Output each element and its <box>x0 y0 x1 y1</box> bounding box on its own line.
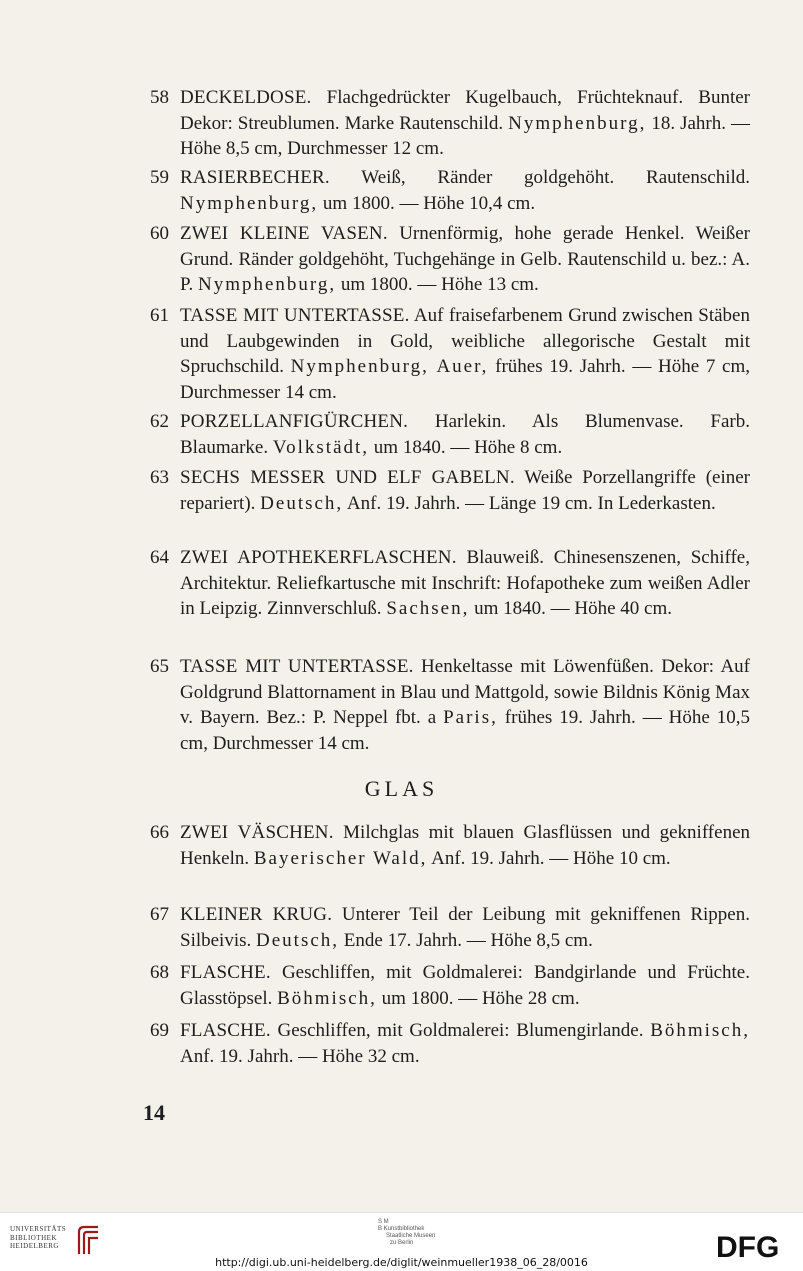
entry-title: FLASCHE. <box>180 1020 271 1041</box>
section-heading-glas: GLAS <box>364 776 439 801</box>
catalog-entry-69 <box>150 1018 750 1069</box>
lot-number: 67 <box>150 904 169 925</box>
entry-text: FLASCHE. Geschliffen, mit Goldmalerei: Blumengirlande. Böhmisch, Anf. 19. Jahrh. — Höhe 32 cm. <box>180 1020 750 1067</box>
entry-text: TASSE MIT UNTERTASSE. Henkeltasse mit Löwenfüßen. Dekor: Auf Goldgrund Blattornament in Blau und Mattgold, sowie Bildnis König Max v. Bayern. Bez.: P. Neppel fbt. a Paris, frühes 19. Jahrh. — Höhe 10,5 cm, Durchmesser 14 cm. <box>180 656 750 754</box>
entry-text: TASSE MIT UNTERTASSE. Auf fraisefarbenem Grund zwischen Stäben und Laubgewinden in Gold, weibliche allegorische Gestalt mit Spruchschild. Nymphenburg, Auer, frühes 19. Jahrh. — Höhe 7 cm, Durchmesser 14 cm. <box>180 305 750 403</box>
entry-text: ZWEI APOTHEKERFLASCHEN. Blauweiß. Chinesenszenen, Schiffe, Architektur. Reliefkartusche mit Inschrift: Hofapotheke zum weißen Adler in Leipzig. Zinnverschluß. Sachsen, um 1840. — Höhe 40 cm. <box>180 547 750 620</box>
museum-stamp: S M B Kunstbibliothek Staatliche Museen zu Berlin <box>378 1219 436 1246</box>
viewer-footer <box>0 1212 803 1271</box>
catalog-entry-64 <box>150 545 750 622</box>
provenance: Nymphenburg, <box>508 112 647 134</box>
entry-text: PORZELLANFIGÜRCHEN. Harlekin. Als Blumenvase. Farb. Blaumarke. Volkstädt, um 1840. — Höhe 8 cm. <box>180 411 750 458</box>
provenance: Böhmisch, <box>277 987 377 1009</box>
page-number: 14 <box>143 1100 165 1125</box>
provenance: Paris, <box>443 707 498 729</box>
catalog-entry-61 <box>150 303 750 405</box>
lot-number: 69 <box>150 1020 169 1041</box>
provenance: Deutsch, <box>260 492 344 514</box>
entry-title: FLASCHE. <box>180 962 271 983</box>
catalog-entry-67 <box>150 902 750 953</box>
entry-title: RASIERBECHER. <box>180 167 330 188</box>
provenance: Nymphenburg, Auer, <box>290 356 489 378</box>
entry-title: ZWEI VÄSCHEN. <box>180 822 334 843</box>
lot-number: 64 <box>150 547 169 568</box>
entry-title: ZWEI KLEINE VASEN. <box>180 223 388 244</box>
entry-text: RASIERBECHER. Weiß, Ränder goldgehöht. Rautenschild. Nymphenburg, um 1800. — Höhe 10,4 cm. <box>180 167 750 214</box>
entry-title: SECHS MESSER UND ELF GABELN. <box>180 467 515 488</box>
provenance: Böhmisch, <box>650 1020 750 1041</box>
lot-number: 61 <box>150 305 169 326</box>
entry-text: SECHS MESSER UND ELF GABELN. Weiße Porzellangriffe (einer repariert). Deutsch, Anf. 19. Jahrh. — Länge 19 cm. In Lederkasten. <box>180 467 750 514</box>
entry-title: TASSE MIT UNTERTASSE. <box>180 656 414 677</box>
catalog-entry-58 <box>150 85 750 162</box>
entry-text: ZWEI KLEINE VASEN. Urnenförmig, hohe gerade Henkel. Weißer Grund. Ränder goldgehöht, Tuchgehänge in Gelb. Rautenschild u. bez.: A. P. Nymphenburg, um 1800. — Höhe 13 cm. <box>180 223 750 296</box>
entry-title: PORZELLANFIGÜRCHEN. <box>180 411 409 432</box>
dfg-logo-text: DFG <box>716 1231 780 1261</box>
catalog-entry-62 <box>150 409 750 460</box>
lot-number: 58 <box>150 87 169 108</box>
university-library-logo[interactable] <box>10 1224 102 1258</box>
dfg-logo[interactable] <box>716 1231 796 1261</box>
catalog-entry-65 <box>150 654 750 756</box>
lot-number: 68 <box>150 962 169 983</box>
university-emblem-icon <box>76 1224 102 1258</box>
permalink-url[interactable]: http://digi.ub.uni-heidelberg.de/diglit/weinmueller1938_06_28/0016 <box>215 1256 588 1269</box>
university-name: UNIVERSITÄTS BIBLIOTHEK HEIDELBERG <box>10 1225 67 1250</box>
provenance: Nymphenburg, <box>180 192 319 214</box>
lot-number: 62 <box>150 411 169 432</box>
entry-text: KLEINER KRUG. Unterer Teil der Leibung mit gekniffenen Rippen. Silbeivis. Deutsch, Ende 17. Jahrh. — Höhe 8,5 cm. <box>180 904 750 951</box>
catalog-entry-60 <box>150 221 750 298</box>
entry-text: DECKELDOSE. Flachgedrückter Kugelbauch, Früchteknauf. Bunter Dekor: Streublumen. Marke Rautenschild. Nymphenburg, 18. Jahrh. — Höhe 8,5 cm, Durchmesser 12 cm. <box>180 87 750 160</box>
provenance: Deutsch, <box>256 929 340 951</box>
provenance: Bayerischer Wald, <box>253 847 428 869</box>
catalog-entry-63 <box>150 465 750 516</box>
provenance: Sachsen, <box>386 598 470 620</box>
entry-title: TASSE MIT UNTERTASSE. <box>180 305 410 326</box>
lot-number: 65 <box>150 656 169 677</box>
provenance: Nymphenburg, <box>197 274 337 296</box>
lot-number: 59 <box>150 167 169 188</box>
catalog-entry-66 <box>150 820 750 871</box>
entry-text: ZWEI VÄSCHEN. Milchglas mit blauen Glasflüssen und gekniffenen Henkeln. Bayerischer Wald, Anf. 19. Jahrh. — Höhe 10 cm. <box>180 822 751 869</box>
lot-number: 60 <box>150 223 169 244</box>
lot-number: 63 <box>150 467 169 488</box>
entry-title: ZWEI APOTHEKERFLASCHEN. <box>180 547 457 568</box>
entry-title: KLEINER KRUG. <box>180 904 333 925</box>
entry-text: FLASCHE. Geschliffen, mit Goldmalerei: Bandgirlande und Früchte. Glasstöpsel. Böhmisch, um 1800. — Höhe 28 cm. <box>180 962 750 1009</box>
catalog-entry-59 <box>150 165 750 216</box>
entry-title: DECKELDOSE. <box>180 87 312 108</box>
lot-number: 66 <box>150 822 169 843</box>
catalog-entry-68 <box>150 960 750 1011</box>
provenance: Volkstädt, <box>272 436 370 458</box>
